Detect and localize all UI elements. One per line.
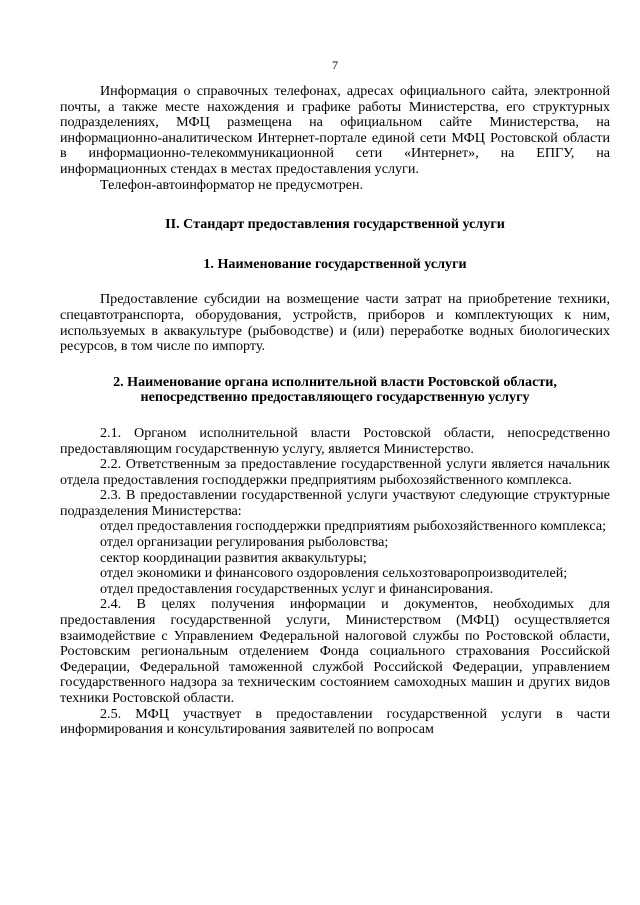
paragraph-2-3: 2.3. В предоставлении государственной услуги участвуют следующие структурные подразделения Министерства: (60, 487, 610, 519)
document-page (60, 58, 610, 738)
paragraph-2-1: 2.1. Органом исполнительной власти Ростовской области, непосредственно предоставляющим государственную услугу, является Министерство. (60, 424, 610, 457)
contact-info-paragraph: Информация о справочных телефонах, адресах официального сайта, электронной почты, а также месте нахождения и графике работы Министерства, его структурных подразделениях, МФЦ размещена на официальном сайте Министерства, на информационно-аналитическом Интернет-портале единой сети МФЦ Ростовской области в информационно-телекоммуникационной сети «Интернет», на ЕПГУ, на информационных стендах в местах предоставления услуги. (60, 83, 610, 177)
unit-list-item: отдел предоставления господдержки предприятиям рыбохозяйственного комплекса; (100, 518, 607, 535)
unit-list-item: сектор координации развития аквакультуры; (100, 549, 367, 566)
unit-list-item: отдел предоставления государственных услуг и финансирования. (100, 580, 494, 597)
paragraph-2-2: 2.2. Ответственным за предоставление государственной услуги является начальник отдела предоставления господдержки предприятиям рыбохозяйственного комплекса. (60, 456, 610, 488)
unit-list-item: отдел организации регулирования рыболовства; (100, 534, 389, 551)
paragraph-2-4: 2.4. В целях получения информации и документов, необходимых для предоставления государственной услуги, Министерством (МФЦ) осуществляется взаимодействие с Управлением Федеральной налоговой службы по Ростовской области, Ростовским региональным отделением Фонда социального страхования Российской Федерации, Федеральной таможенной службой Российской Федерации, управлением государственного надзора за техническим состоянием самоходных машин и других видов техники Ростовской области. (60, 596, 610, 706)
section-title: II. Стандарт предоставления государственной услуги (165, 216, 505, 233)
subsection-2-title-line1: 2. Наименование органа исполнительной власти Ростовской области, (113, 373, 557, 390)
paragraph-2-5: 2.5. МФЦ участвует в предоставлении государственной услуги в части информирования и консультирования заявителей по вопросам (60, 705, 610, 738)
service-name-paragraph: Предоставление субсидии на возмещение части затрат на приобретение техники, спецавтотранспорта, оборудования, устройств, приборов и комплектующих к ним, используемых в аквакультуре (рыбоводстве) и (или) переработке водных биологических ресурсов, в том числе по импорту. (60, 291, 610, 355)
page-number: 7 (332, 58, 338, 72)
subsection-2-title-line2: непосредственно предоставляющего государственную услугу (140, 389, 530, 406)
autoinformer-paragraph: Телефон-автоинформатор не предусмотрен. (100, 176, 364, 193)
subsection-2-title (60, 375, 610, 406)
subsection-1-title: 1. Наименование государственной услуги (203, 255, 467, 272)
unit-list-item: отдел экономики и финансового оздоровления сельхозтоваропроизводителей; (100, 565, 568, 582)
